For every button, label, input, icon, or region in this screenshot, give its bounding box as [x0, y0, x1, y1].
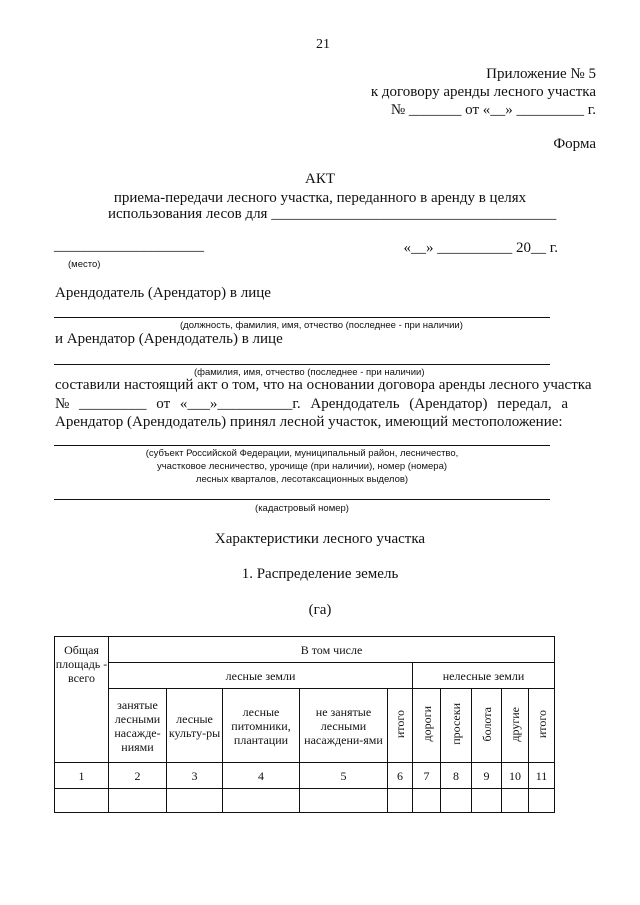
column-number-row — [55, 763, 555, 789]
lessee-underline — [54, 364, 550, 365]
empty-cell — [300, 789, 388, 813]
col-header-roads: дороги — [413, 689, 441, 763]
cadastral-caption: (кадастровый номер) — [255, 503, 349, 514]
empty-cell — [167, 789, 223, 813]
appendix-title: Приложение № 5 — [486, 66, 596, 82]
col-number: 10 — [502, 763, 529, 789]
col-header-nonforest-total: итого — [529, 689, 555, 763]
col-header-unoccupied: не занятые лесными насаждени-ями — [300, 689, 388, 763]
col-number: 11 — [529, 763, 555, 789]
empty-cell — [223, 789, 300, 813]
act-title: АКТ — [305, 171, 335, 187]
date-field: «__» __________ 20__ г. — [403, 240, 558, 256]
location-underline — [54, 445, 550, 446]
col-number: 3 — [167, 763, 223, 789]
empty-data-row — [55, 789, 555, 813]
empty-cell — [55, 789, 109, 813]
col-number: 2 — [109, 763, 167, 789]
cadastral-underline — [54, 499, 550, 500]
col-number: 5 — [300, 763, 388, 789]
col-number: 7 — [413, 763, 441, 789]
lessee-label: и Арендатор (Арендодатель) в лице — [55, 331, 283, 347]
col-header-swamps: болота — [472, 689, 502, 763]
section-unit: (га) — [308, 602, 332, 618]
empty-cell — [109, 789, 167, 813]
col-number: 1 — [55, 763, 109, 789]
land-distribution-table — [54, 636, 555, 813]
col-header-nurseries: лесные питомники, плантации — [223, 689, 300, 763]
appendix-contract-line: к договору аренды лесного участка — [370, 84, 596, 100]
paragraph-line-1: составили настоящий акт о том, что на основании договора аренды лесного участка — [55, 377, 592, 393]
col-number: 4 — [223, 763, 300, 789]
paragraph-line-2: № _________ от «___»__________г. Арендодатель (Арендатор) передал, а — [55, 396, 569, 412]
lessor-caption: (должность, фамилия, имя, отчество (последнее - при наличии) — [180, 320, 463, 331]
empty-cell — [441, 789, 472, 813]
col-number: 8 — [441, 763, 472, 789]
col-number: 6 — [388, 763, 413, 789]
forest-lands-header: лесные земли — [109, 663, 413, 689]
col-header-clearings: просеки — [441, 689, 472, 763]
page-number: 21 — [316, 37, 330, 52]
empty-cell — [413, 789, 441, 813]
lessor-underline — [54, 317, 550, 318]
lessor-label: Арендодатель (Арендатор) в лице — [55, 285, 271, 301]
col-header-forest-crops: лесные культу-ры — [167, 689, 223, 763]
act-subtitle: приема-передачи лесного участка, переданного в аренду в целях — [113, 190, 527, 206]
form-label: Форма — [553, 136, 596, 152]
empty-cell — [472, 789, 502, 813]
act-purpose-line: использования лесов для ______________________________________ — [108, 206, 557, 222]
col-header-other: другие — [502, 689, 529, 763]
paragraph-line-3: Арендатор (Арендодатель) принял лесной участок, имеющий местоположение: — [55, 414, 563, 430]
section-subheading: 1. Распределение земель — [241, 566, 399, 582]
col-number: 9 — [472, 763, 502, 789]
col-header-occupied: занятые лесными насажде-ниями — [109, 689, 167, 763]
location-caption-2: участковое лесничество, урочище (при наличии), номер (номера) — [156, 461, 448, 472]
empty-cell — [388, 789, 413, 813]
place-caption: (место) — [68, 259, 101, 270]
location-caption-3: лесных кварталов, лесотаксационных выделов) — [195, 474, 409, 485]
empty-cell — [502, 789, 529, 813]
place-field: ____________________ — [54, 238, 204, 254]
including-header: В том числе — [109, 637, 555, 663]
section-heading: Характеристики лесного участка — [214, 531, 426, 547]
empty-cell — [529, 789, 555, 813]
location-caption-1: (субъект Российской Федерации, муниципальный район, лесничество, — [145, 448, 459, 459]
appendix-number-line: № _______ от «__» _________ г. — [390, 102, 596, 118]
nonforest-lands-header: нелесные земли — [413, 663, 555, 689]
lessee-caption: (фамилия, имя, отчество (последнее - при наличии) — [194, 367, 425, 378]
total-area-header: Общая площадь - всего — [55, 637, 109, 763]
col-header-forest-total: итого — [388, 689, 413, 763]
